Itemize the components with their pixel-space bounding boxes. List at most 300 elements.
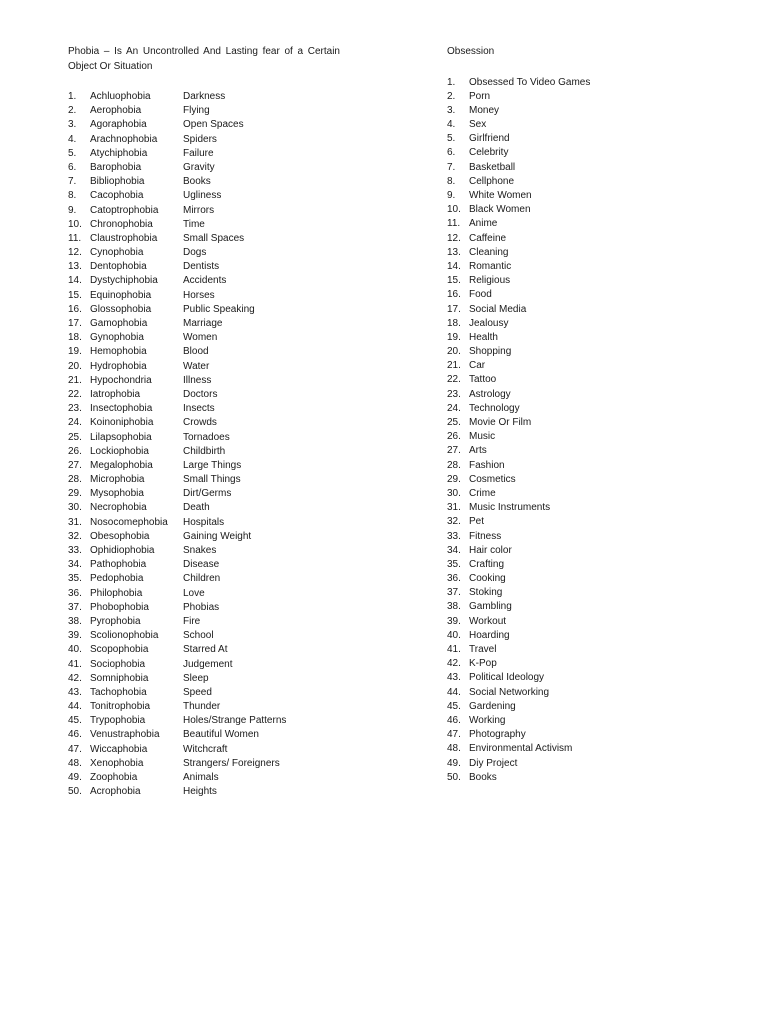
obsession-list-item [447, 274, 727, 288]
obsession-item-text: Caffeine [469, 232, 507, 244]
phobia-item-number: 11. [68, 232, 82, 244]
obsession-item-number: 8. [447, 175, 456, 187]
obsession-item-text: Tattoo [469, 374, 497, 386]
phobia-item-number: 47. [68, 743, 82, 755]
obsession-item-number: 6. [447, 147, 456, 159]
phobia-list-item [68, 118, 368, 132]
phobia-list-item [68, 317, 368, 331]
phobia-item-name: Glossophobia [90, 303, 152, 315]
phobia-item-number: 45. [68, 715, 82, 727]
obsession-item-text: Fashion [469, 459, 505, 471]
phobia-item-number: 5. [68, 147, 77, 159]
phobia-item-name: Dentophobia [90, 261, 147, 273]
phobia-list-item [68, 771, 368, 785]
phobia-item-name: Hydrophobia [90, 360, 147, 372]
obsession-list-item [447, 544, 727, 558]
obsession-list-item [447, 742, 727, 756]
phobia-list-item [68, 785, 368, 799]
obsession-list-item [447, 629, 727, 643]
phobia-item-fear: Fire [183, 615, 201, 627]
phobia-item-fear: Mirrors [183, 204, 215, 216]
obsession-list-item [447, 402, 727, 416]
phobia-item-name: Koinoniphobia [90, 417, 154, 429]
phobia-item-fear: Gaining Weight [183, 530, 252, 542]
obsession-item-text: Porn [469, 90, 491, 102]
obsession-list-item [447, 586, 727, 600]
phobia-item-fear: Sleep [183, 672, 209, 684]
phobia-list-item [68, 672, 368, 686]
obsession-item-text: Social Networking [469, 686, 550, 698]
obsession-item-text: Religious [469, 275, 511, 287]
phobia-list-item [68, 289, 368, 303]
phobia-item-name: Gamophobia [90, 318, 148, 329]
obsession-list-item [447, 317, 727, 331]
obsession-item-number: 22. [447, 374, 461, 386]
phobia-list-item [68, 643, 368, 657]
obsession-item-text: Stoking [469, 587, 503, 599]
obsession-list-item [447, 459, 727, 473]
obsession-item-text: Technology [469, 402, 520, 414]
phobia-item-number: 14. [68, 275, 82, 287]
obsession-list-item [447, 359, 727, 373]
obsession-item-text: Political Ideology [469, 672, 545, 684]
obsession-item-number: 3. [447, 104, 456, 116]
phobia-item-number: 29. [68, 488, 82, 500]
obsession-list-item [447, 146, 727, 160]
obsession-item-text: Travel [469, 644, 497, 655]
obsession-item-number: 12. [447, 232, 461, 244]
phobia-item-fear: Large Things [183, 459, 242, 471]
phobia-item-number: 32. [68, 530, 82, 542]
obsession-list-item [447, 757, 727, 771]
obsession-item-text: Girlfriend [469, 133, 510, 145]
phobia-item-name: Trypophobia [90, 715, 146, 727]
phobia-item-number: 10. [68, 218, 82, 230]
obsession-item-number: 34. [447, 544, 461, 556]
phobia-item-fear: Accidents [183, 275, 227, 287]
phobia-item-number: 20. [68, 360, 82, 372]
phobia-item-fear: Dirt/Germs [183, 488, 232, 500]
phobia-list-item [68, 601, 368, 615]
phobia-list-item [68, 459, 368, 473]
obsession-item-text: Music [469, 431, 496, 443]
phobia-list-item [68, 558, 368, 572]
phobia-item-number: 33. [68, 545, 82, 556]
phobia-item-number: 4. [68, 133, 77, 145]
phobia-item-fear: Horses [183, 289, 215, 301]
phobia-item-number: 34. [68, 559, 82, 571]
obsession-item-number: 20. [447, 346, 461, 358]
obsession-item-text: Crafting [469, 558, 505, 570]
obsession-list-item [447, 416, 727, 430]
obsession-item-number: 19. [447, 331, 461, 343]
obsession-item-number: 23. [447, 388, 461, 400]
phobia-item-name: Equinophobia [90, 289, 152, 301]
obsession-item-number: 7. [447, 161, 456, 173]
phobia-item-name: Lilapsophobia [90, 431, 152, 443]
obsession-item-number: 33. [447, 530, 461, 542]
phobia-item-name: Microphobia [90, 474, 145, 486]
phobia-item-fear: Witchcraft [183, 743, 228, 755]
phobia-item-number: 12. [68, 247, 82, 259]
obsession-item-number: 13. [447, 246, 461, 258]
obsession-list-item [447, 345, 727, 359]
phobia-item-number: 24. [68, 417, 82, 429]
obsession-item-number: 36. [447, 573, 461, 585]
phobia-list-item [68, 274, 368, 288]
phobia-item-number: 15. [68, 289, 82, 301]
phobia-item-fear: Beautiful Women [183, 729, 259, 741]
phobia-item-fear: Strangers/ Foreigners [183, 757, 280, 769]
obsession-item-number: 27. [447, 445, 461, 457]
obsession-item-text: Black Women [469, 204, 531, 216]
phobia-item-name: Obesophobia [90, 530, 150, 542]
obsession-list-item [447, 530, 727, 544]
phobia-list-item [68, 303, 368, 317]
phobia-item-name: Dystychiphobia [90, 275, 158, 287]
phobia-item-name: Xenophobia [90, 757, 144, 769]
phobia-item-fear: Doctors [183, 388, 218, 400]
obsession-list-item [447, 132, 727, 146]
phobia-item-number: 23. [68, 403, 82, 415]
phobia-item-fear: Spiders [183, 133, 217, 145]
phobia-item-name: Hypochondria [90, 374, 152, 386]
obsession-item-text: Car [469, 360, 486, 372]
obsession-list-item [447, 700, 727, 714]
phobia-item-name: Ophidiophobia [90, 545, 155, 556]
phobia-item-number: 37. [68, 601, 82, 613]
phobia-item-name: Mysophobia [90, 488, 144, 500]
phobia-item-number: 21. [68, 374, 82, 386]
phobia-item-number: 28. [68, 474, 82, 486]
phobia-item-number: 31. [68, 516, 82, 528]
obsession-item-text: Arts [469, 445, 487, 457]
phobia-item-number: 18. [68, 332, 82, 344]
phobia-item-name: Gynophobia [90, 332, 144, 344]
phobia-item-name: Venustraphobia [90, 729, 160, 741]
obsession-item-number: 49. [447, 757, 461, 769]
phobia-item-number: 22. [68, 388, 82, 400]
phobia-item-name: Necrophobia [90, 502, 147, 514]
phobia-item-name: Pyrophobia [90, 615, 141, 627]
obsession-item-text: Cellphone [469, 175, 515, 187]
phobia-list-item [68, 757, 368, 771]
phobia-list-item [68, 700, 368, 714]
phobia-item-fear: Judgement [183, 658, 233, 670]
phobia-item-number: 39. [68, 630, 82, 642]
obsession-item-text: Jealousy [469, 317, 509, 329]
obsession-item-number: 31. [447, 502, 461, 514]
obsession-list-item [447, 189, 727, 203]
obsession-item-number: 5. [447, 133, 456, 145]
phobia-list-item [68, 260, 368, 274]
obsession-item-number: 42. [447, 658, 461, 670]
obsession-item-text: Shopping [469, 346, 512, 358]
obsession-item-text: Books [469, 771, 497, 783]
phobia-item-number: 3. [68, 119, 77, 131]
phobia-item-number: 36. [68, 587, 82, 599]
obsession-list-item [447, 615, 727, 629]
phobia-item-number: 9. [68, 204, 77, 216]
obsession-list-item [447, 728, 727, 742]
phobia-item-fear: Ugliness [183, 190, 222, 202]
phobia-list-item [68, 658, 368, 672]
obsession-list-item [447, 260, 727, 274]
phobia-item-number: 46. [68, 729, 82, 741]
obsession-list-item [447, 118, 727, 132]
phobia-list-item [68, 487, 368, 501]
phobia-list-item [68, 388, 368, 402]
obsession-list-item [447, 430, 727, 444]
obsession-list-item [447, 686, 727, 700]
obsession-item-number: 9. [447, 190, 456, 201]
phobia-item-number: 50. [68, 786, 82, 798]
obsession-item-number: 18. [447, 317, 461, 329]
phobia-list-item [68, 161, 368, 175]
phobia-list-item [68, 104, 368, 118]
phobia-item-fear: Snakes [183, 545, 217, 556]
phobia-item-number: 2. [68, 105, 77, 117]
obsession-item-text: Hoarding [469, 629, 510, 641]
phobia-item-fear: Tornadoes [183, 431, 230, 443]
phobia-item-number: 38. [68, 615, 82, 627]
obsession-list [447, 76, 727, 785]
phobia-item-fear: Insects [183, 403, 215, 415]
phobia-item-number: 43. [68, 686, 82, 698]
phobia-item-number: 8. [68, 190, 77, 202]
phobia-item-fear: Animals [183, 772, 219, 783]
obsession-item-number: 48. [447, 743, 461, 755]
phobia-list-item [68, 544, 368, 558]
phobia-item-fear: Darkness [183, 91, 226, 102]
phobia-list-item [68, 473, 368, 487]
obsession-item-number: 44. [447, 686, 461, 698]
obsession-item-number: 15. [447, 275, 461, 287]
phobia-item-fear: Phobias [183, 601, 220, 613]
phobia-item-name: Nosocomephobia [90, 516, 168, 528]
phobia-item-fear: Small Spaces [183, 232, 245, 244]
phobia-list-item [68, 374, 368, 388]
phobia-item-number: 41. [68, 658, 82, 670]
phobia-item-fear: Gravity [183, 161, 215, 173]
phobia-item-number: 1. [68, 91, 77, 102]
obsession-list-item [447, 76, 727, 90]
obsession-item-text: Environmental Activism [469, 743, 573, 755]
obsession-item-text: Food [469, 289, 492, 301]
phobia-item-number: 30. [68, 502, 82, 514]
phobia-item-name: Atychiphobia [90, 147, 148, 159]
obsession-item-text: Pet [469, 516, 485, 528]
phobia-item-name: Claustrophobia [90, 232, 158, 244]
obsession-item-text: Money [469, 104, 500, 116]
phobia-item-fear: Crowds [183, 417, 217, 429]
phobia-item-name: Agoraphobia [90, 119, 147, 131]
phobia-item-number: 16. [68, 303, 82, 315]
obsession-list-item [447, 515, 727, 529]
obsession-list-item [447, 714, 727, 728]
phobia-item-name: Iatrophobia [90, 388, 141, 400]
phobia-list-item [68, 189, 368, 203]
phobia-item-name: Achluophobia [90, 91, 151, 102]
phobia-item-name: Acrophobia [90, 786, 141, 798]
phobia-item-name: Cynophobia [90, 247, 144, 259]
obsession-item-text: Cleaning [469, 246, 509, 258]
phobia-item-name: Arachnophobia [90, 133, 158, 145]
obsession-list-item [447, 487, 727, 501]
obsession-item-number: 28. [447, 459, 461, 471]
phobia-item-name: Pathophobia [90, 559, 147, 571]
obsession-item-number: 38. [447, 601, 461, 613]
phobia-item-fear: Water [183, 360, 210, 372]
phobia-item-number: 19. [68, 346, 82, 358]
phobia-list-item [68, 345, 368, 359]
obsession-list-item [447, 473, 727, 487]
phobia-item-fear: Death [183, 502, 210, 514]
phobia-item-number: 40. [68, 644, 82, 656]
phobia-list-item [68, 530, 368, 544]
phobia-item-fear: Heights [183, 786, 217, 798]
phobia-item-name: Somniphobia [90, 672, 149, 684]
phobia-item-number: 6. [68, 161, 77, 173]
phobia-item-name: Tonitrophobia [90, 701, 151, 713]
phobia-item-number: 35. [68, 573, 82, 585]
phobia-item-fear: Dogs [183, 247, 207, 259]
obsession-list-item [447, 203, 727, 217]
obsession-list-item [447, 161, 727, 175]
obsession-item-text: Workout [469, 615, 507, 627]
phobia-item-name: Megalophobia [90, 459, 153, 471]
phobia-item-fear: Failure [183, 147, 214, 159]
obsession-item-number: 37. [447, 587, 461, 599]
obsession-list-item [447, 558, 727, 572]
obsession-item-text: Health [469, 331, 498, 343]
phobia-item-fear: Disease [183, 559, 220, 571]
phobia-item-fear: Love [183, 587, 205, 599]
obsession-item-text: Astrology [469, 388, 511, 400]
phobia-item-name: Pedophobia [90, 573, 144, 585]
phobia-heading: Phobia – Is An Uncontrolled And Lasting fear of a Certain Object Or Situation [68, 46, 343, 72]
phobia-list-item [68, 175, 368, 189]
obsession-item-number: 24. [447, 402, 461, 414]
phobia-list-item [68, 218, 368, 232]
phobia-item-name: Hemophobia [90, 346, 147, 358]
obsession-item-text: Cooking [469, 573, 506, 585]
phobia-item-fear: Childbirth [183, 445, 226, 457]
phobia-item-fear: Hospitals [183, 516, 225, 528]
obsession-item-number: 40. [447, 629, 461, 641]
phobia-item-name: Sociophobia [90, 658, 146, 670]
obsession-item-text: Crime [469, 487, 496, 499]
obsession-item-number: 14. [447, 260, 461, 272]
obsession-list-item [447, 331, 727, 345]
phobia-item-number: 49. [68, 772, 82, 783]
obsession-list-item [447, 600, 727, 614]
obsession-item-text: Music Instruments [469, 502, 551, 514]
phobia-list-item [68, 360, 368, 374]
phobia-item-fear: Starred At [183, 644, 228, 656]
phobia-item-fear: Illness [183, 374, 212, 386]
phobia-list-item [68, 615, 368, 629]
obsession-item-text: Hair color [469, 544, 512, 556]
obsession-item-number: 50. [447, 771, 461, 783]
phobia-item-name: Aerophobia [90, 105, 142, 117]
phobia-item-fear: Dentists [183, 261, 220, 273]
phobia-item-name: Insectophobia [90, 403, 153, 415]
obsession-list-item [447, 657, 727, 671]
obsession-item-number: 25. [447, 417, 461, 428]
obsession-item-number: 21. [447, 360, 461, 372]
phobia-item-fear: Small Things [183, 474, 241, 486]
obsession-list-item [447, 643, 727, 657]
phobia-item-fear: Thunder [183, 701, 221, 713]
phobia-item-name: Tachophobia [90, 686, 147, 698]
obsession-item-text: Gambling [469, 601, 512, 613]
phobia-list-item [68, 572, 368, 586]
phobia-item-fear: Blood [183, 346, 209, 358]
phobia-item-number: 7. [68, 176, 77, 188]
phobia-list-item [68, 416, 368, 430]
phobia-section [68, 45, 368, 799]
obsession-item-number: 46. [447, 714, 461, 726]
phobia-item-number: 13. [68, 261, 82, 273]
phobia-item-name: Wiccaphobia [90, 743, 148, 755]
phobia-item-number: 44. [68, 701, 82, 713]
obsession-list-item [447, 771, 727, 785]
phobia-item-fear: Open Spaces [183, 119, 244, 131]
obsession-item-text: Diy Project [469, 757, 518, 769]
obsession-item-text: Obsessed To Video Games [469, 76, 591, 88]
phobia-list-item [68, 431, 368, 445]
obsession-list-item [447, 90, 727, 104]
obsession-item-text: Working [469, 714, 506, 726]
obsession-item-text: White Women [469, 190, 532, 201]
phobia-item-fear: Time [183, 218, 205, 230]
obsession-item-number: 10. [447, 204, 461, 216]
phobia-list-item [68, 686, 368, 700]
obsession-item-number: 17. [447, 303, 461, 315]
obsession-item-number: 16. [447, 289, 461, 301]
phobia-item-fear: Holes/Strange Patterns [183, 715, 287, 727]
obsession-item-number: 39. [447, 615, 461, 627]
phobia-list-item [68, 714, 368, 728]
obsession-item-text: Sex [469, 119, 487, 131]
phobia-item-name: Chronophobia [90, 218, 153, 230]
obsession-item-text: Gardening [469, 700, 516, 712]
phobia-item-name: Lockiophobia [90, 445, 149, 457]
phobia-item-name: Zoophobia [90, 772, 138, 783]
phobia-item-fear: Books [183, 176, 211, 188]
obsession-item-number: 4. [447, 119, 456, 131]
phobia-item-name: Scolionophobia [90, 630, 159, 642]
phobia-item-fear: Speed [183, 686, 212, 698]
obsession-item-number: 30. [447, 487, 461, 499]
obsession-list-item [447, 501, 727, 515]
obsession-item-number: 35. [447, 558, 461, 570]
phobia-item-fear: Flying [183, 105, 210, 117]
obsession-list-item [447, 175, 727, 189]
phobia-list-item [68, 445, 368, 459]
obsession-list-item [447, 671, 727, 685]
phobia-list [68, 90, 368, 799]
phobia-list-item [68, 743, 368, 757]
phobia-item-fear: School [183, 630, 214, 642]
obsession-item-number: 26. [447, 431, 461, 443]
phobia-item-number: 26. [68, 445, 82, 457]
obsession-item-number: 11. [447, 218, 461, 230]
phobia-item-name: Philophobia [90, 587, 143, 599]
obsession-list-item [447, 246, 727, 260]
obsession-section [447, 45, 727, 785]
